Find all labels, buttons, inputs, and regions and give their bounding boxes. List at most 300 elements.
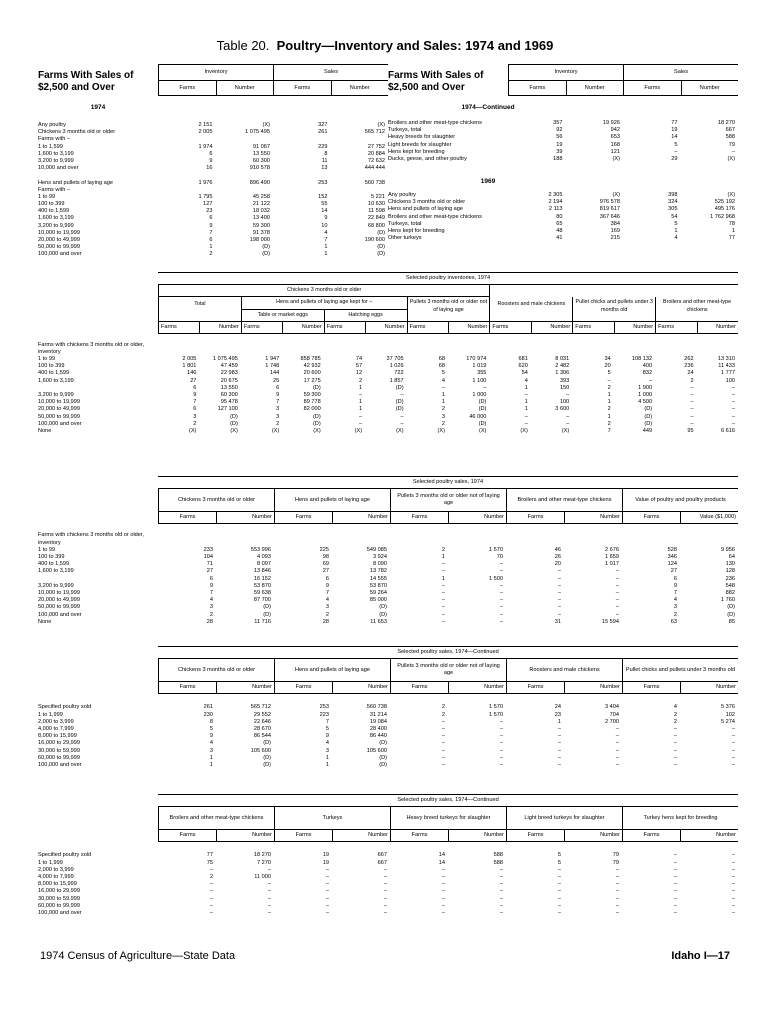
cell-value: 4	[324, 229, 328, 236]
cell-value	[216, 187, 274, 194]
cell-value: 6	[209, 150, 213, 157]
cell-value: 14	[438, 852, 445, 859]
cell-value: (D)	[379, 740, 387, 747]
cell-value: –	[607, 377, 611, 384]
cell-value: 495 176	[714, 206, 735, 213]
table-row	[38, 201, 388, 208]
cell-value: 41	[556, 235, 563, 242]
cell-value: 449	[642, 427, 653, 434]
cell-value: –	[731, 852, 735, 859]
column-header: Turkeys	[274, 807, 390, 829]
cell-value: (D)	[379, 754, 387, 761]
row-label: 1 to 1,999	[38, 859, 63, 866]
cell-value: 819 617	[599, 206, 620, 213]
table-row	[38, 910, 738, 917]
cell-value: 8 031	[555, 356, 570, 363]
cell-value: 400	[642, 363, 653, 370]
row-label: 50,000 to 99,999	[38, 604, 80, 611]
row-label	[38, 576, 158, 583]
cell-value: 253	[318, 179, 328, 186]
cell-value: 1 570	[489, 711, 503, 718]
cell-value: (X)	[520, 427, 528, 434]
row-label: 3,200 to 9,999	[38, 157, 74, 164]
cell-value: 6	[209, 237, 213, 243]
cell-value: (X)	[612, 192, 620, 198]
cell-value: –	[615, 575, 619, 582]
cell-value: –	[499, 909, 503, 916]
cell-value: –	[557, 754, 561, 761]
cell-value: 5	[441, 370, 445, 377]
cell-value: 13 310	[717, 356, 735, 363]
hdr-broilers: Broilers and other meat-type chickens	[655, 297, 738, 320]
inventory-stub-head: Farms with chickens 3 months old or older, inventory	[38, 342, 145, 356]
cell-value: –	[499, 725, 503, 732]
cell-value: –	[499, 754, 503, 761]
cell-value: –	[557, 895, 561, 902]
cell-value: 13 550	[252, 150, 270, 157]
column-header: Heavy breed turkeys for slaughter	[390, 807, 506, 829]
cell-value: 9	[325, 582, 329, 589]
cell-value: 2	[209, 611, 213, 618]
cell-value: 27 752	[367, 143, 385, 150]
table-row	[38, 158, 388, 165]
cell-value: 588	[493, 852, 503, 859]
cell-value: –	[499, 618, 503, 625]
row-label: 1,600 to 3,199	[38, 150, 74, 157]
cell-value: –	[441, 568, 445, 575]
cell-value: 1 000	[638, 391, 653, 398]
cell-value: –	[499, 604, 503, 611]
cell-value: 7	[324, 237, 328, 243]
cell-value: –	[325, 895, 329, 902]
cell-value: –	[557, 909, 561, 916]
cell-value: 3	[193, 413, 197, 420]
cell-value: 105 600	[366, 747, 387, 754]
cell-value: –	[499, 718, 503, 725]
cell-value: –	[566, 391, 570, 398]
table-row	[38, 251, 388, 258]
cell-value: 346	[667, 554, 677, 560]
cell-value: (X)	[313, 427, 321, 434]
cell-value: 5	[607, 370, 611, 377]
sales3-caption: Selected poultry sales, 1974—Continued	[158, 794, 738, 806]
cell-value: –	[615, 888, 619, 895]
row-label: Broilers and other meat-type chickens	[388, 213, 482, 220]
cell-value: 5 376	[721, 704, 735, 711]
cell-value: –	[441, 604, 445, 611]
cell-value: 384	[610, 220, 620, 227]
table-row	[388, 214, 738, 221]
cell-value: 8	[209, 718, 213, 725]
table-row	[38, 165, 388, 172]
table-row	[38, 363, 738, 370]
cell-value: 108 132	[631, 356, 653, 363]
hdr-farms: Farms	[158, 81, 216, 95]
cell-value: 150	[559, 384, 570, 391]
cell-value: 588	[493, 859, 503, 866]
cell-value: 2	[209, 251, 213, 258]
cell-value	[331, 172, 389, 179]
farms-heading-line1: Farms With Sales of	[388, 70, 484, 81]
inventory-rows	[38, 356, 738, 435]
cell-value: –	[557, 902, 561, 909]
cell-value: –	[209, 881, 213, 888]
cell-value: 4	[524, 377, 528, 384]
cell-value: 253	[319, 704, 329, 711]
cell-value: 3	[209, 604, 213, 611]
hdr-farms: Farms	[508, 81, 566, 95]
cell-value: 9	[673, 582, 677, 589]
cell-value: 5 274	[721, 718, 735, 725]
cell-value: 3 924	[373, 554, 387, 560]
column-subheader: Number	[365, 322, 406, 333]
table-row	[38, 590, 738, 597]
cell-value: 1	[441, 391, 445, 398]
cell-value: (D)	[644, 406, 653, 413]
cell-value: 20	[554, 561, 561, 568]
row-label: 1 to 99	[38, 546, 56, 553]
table-row	[38, 223, 388, 230]
cell-value: 976 578	[599, 199, 620, 206]
cell-value: –	[209, 866, 213, 873]
column-subheader: Number	[564, 830, 622, 841]
table-row	[38, 903, 738, 910]
cell-value: (X)	[727, 192, 735, 198]
cell-value	[331, 187, 389, 194]
cell-value: 2 113	[548, 206, 563, 213]
cell-value: (X)	[727, 155, 735, 162]
cell-value: (D)	[377, 229, 385, 236]
cell-value: –	[267, 902, 271, 909]
cell-value: –	[557, 589, 561, 596]
cell-value: 3	[325, 747, 329, 754]
row-label: 1 to 1,999	[38, 711, 63, 718]
cell-value: (D)	[379, 761, 387, 768]
cell-value: 1 100	[472, 377, 487, 384]
cell-value: –	[267, 888, 271, 895]
table-row	[38, 385, 738, 392]
cell-value: 9	[324, 215, 328, 222]
column-subheader: Farms	[241, 322, 282, 333]
cell-value: 21 122	[252, 201, 270, 208]
cell-value: (D)	[230, 420, 238, 427]
sales3-subheader	[158, 830, 738, 842]
table-row	[38, 356, 738, 363]
cell-value: 3 600	[555, 406, 570, 413]
cell-value: 858 785	[300, 356, 321, 363]
cell-value: 121	[610, 148, 620, 155]
column-subheader: Number	[614, 322, 655, 333]
cell-value: –	[325, 902, 329, 909]
cell-value: 27	[670, 568, 677, 575]
column-header: Broilers and other meat-type chickens	[506, 489, 622, 511]
cell-value: –	[441, 747, 445, 754]
cell-value: –	[673, 761, 677, 768]
cell-value: 169	[610, 227, 620, 234]
column-subheader: Farms	[158, 830, 216, 841]
row-label: Hens kept for breeding	[388, 148, 445, 155]
cell-value: –	[499, 866, 503, 873]
cell-value: 327	[318, 122, 328, 128]
cell-value: –	[673, 902, 677, 909]
cell-value: (D)	[478, 399, 487, 406]
cell-value: 3	[276, 406, 280, 413]
hdr-hens-kept-for: Hens and pullets of laying age kept for –	[241, 297, 407, 309]
cell-value: 1 748	[265, 363, 280, 370]
column-subheader: Number	[448, 512, 506, 523]
cell-value: 9	[276, 391, 280, 398]
cell-value: –	[731, 384, 735, 391]
cell-value: –	[557, 866, 561, 873]
cell-value: 393	[559, 377, 570, 384]
cell-value: –	[441, 888, 445, 895]
column-subheader: Number	[282, 322, 323, 333]
row-label: 4,000 to 7,999	[38, 725, 74, 732]
row-label: 100 to 399	[38, 201, 65, 208]
cell-value: –	[441, 384, 445, 391]
table-row	[38, 378, 738, 385]
cell-value: (D)	[379, 611, 387, 618]
row-label: 2,000 to 3,999	[38, 866, 74, 873]
inventory-caption: Selected poultry inventories, 1974	[158, 272, 738, 284]
hdr-pullets-3mo: Pullets 3 months old or older not of laying age	[407, 297, 490, 320]
cell-value: 188	[553, 155, 563, 162]
cell-value: 2	[673, 718, 677, 725]
cell-value: (D)	[377, 244, 385, 251]
cell-value: 528	[667, 546, 677, 553]
cell-value: (D)	[478, 406, 487, 413]
cell-value: –	[731, 754, 735, 761]
cell-value: –	[400, 413, 404, 420]
row-label: Hens kept for breeding	[388, 227, 445, 234]
cell-value: (X)	[354, 427, 363, 434]
cell-value: –	[673, 740, 677, 747]
cell-value: 7	[607, 427, 611, 434]
sales2-subheader	[158, 682, 738, 694]
cell-value: –	[615, 895, 619, 902]
column-subheader: Value ($1,000)	[680, 512, 738, 523]
row-label: 50,000 to 99,999	[38, 244, 80, 251]
farms-heading-line2: $2,500 and Over	[388, 82, 465, 93]
cell-value: 2	[276, 420, 280, 427]
cell-value: 1 974	[198, 143, 213, 150]
cell-value: 124	[667, 561, 677, 568]
cell-value: –	[557, 733, 561, 740]
cell-value: 59 300	[252, 222, 270, 229]
table-row	[38, 726, 738, 733]
row-label: 100,000 and over	[38, 909, 82, 916]
cell-value: 22 849	[367, 215, 385, 222]
cell-value: –	[566, 420, 570, 427]
column-header: Light breed turkeys for slaughter	[506, 807, 622, 829]
sales1-header	[158, 488, 738, 512]
cell-value: –	[731, 761, 735, 768]
cell-value: 47 459	[220, 363, 238, 370]
cell-value: 223	[319, 711, 329, 718]
cell-value: 98	[322, 554, 329, 560]
cell-value: 23	[554, 711, 561, 718]
cell-value: 2	[441, 420, 445, 427]
cell-value: 85 000	[369, 597, 387, 604]
cell-value: –	[441, 881, 445, 888]
row-label: 100 to 399	[38, 554, 65, 560]
cell-value: 28	[206, 618, 213, 625]
sales3-rows	[38, 852, 738, 917]
table-row	[38, 719, 738, 726]
cell-value: 19	[322, 852, 329, 859]
cell-value: –	[690, 406, 694, 413]
row-label: Any poultry	[388, 192, 416, 198]
cell-value: 1	[325, 761, 329, 768]
cell-value	[216, 136, 274, 143]
cell-value: (D)	[312, 420, 321, 427]
column-header: Hens and pullets of laying age	[274, 659, 390, 681]
cell-value: –	[499, 761, 503, 768]
cell-value: 2 700	[605, 718, 619, 725]
row-label: 8,000 to 15,999	[38, 881, 77, 888]
cell-value: 6	[209, 215, 213, 222]
cell-value: 27	[190, 377, 197, 384]
cell-value: –	[209, 909, 213, 916]
cell-value: (X)	[271, 427, 280, 434]
cell-value: 59 300	[303, 391, 321, 398]
table-row	[38, 576, 738, 583]
cell-value: 7	[209, 589, 213, 596]
cell-value: –	[383, 895, 387, 902]
column-header: Turkey hens kept for breeding	[622, 807, 738, 829]
row-label: Specified poultry sold	[38, 852, 92, 859]
cell-value: 548	[725, 582, 735, 589]
table-row	[38, 421, 738, 428]
cell-value: –	[615, 611, 619, 618]
hdr-number: Number	[681, 81, 739, 95]
cell-value: 1	[607, 413, 611, 420]
cell-value: 9	[209, 157, 213, 164]
cell-value: 704	[609, 711, 619, 718]
cell-value: 146	[187, 370, 197, 377]
top-right-rows-1969	[388, 192, 738, 242]
table-row	[38, 208, 388, 215]
cell-value: 55	[321, 201, 328, 208]
section-1974: 1974	[90, 104, 106, 111]
cell-value: 1	[441, 554, 445, 560]
cell-value: –	[690, 420, 694, 427]
column-subheader: Farms	[158, 682, 216, 693]
table-title: Poultry—Inventory and Sales: 1974 and 1969	[276, 38, 554, 53]
column-subheader: Farms	[655, 322, 696, 333]
cell-value: 24	[554, 704, 561, 711]
row-label: 100 to 399	[38, 363, 65, 370]
cell-value: 1	[731, 227, 735, 234]
sales1-caption: Selected poultry sales, 1974	[158, 476, 738, 488]
cell-value: –	[673, 725, 677, 732]
cell-value: 565 712	[250, 704, 271, 711]
cell-value: 7	[325, 718, 329, 725]
column-subheader: Farms	[572, 322, 613, 333]
cell-value: –	[557, 568, 561, 575]
row-label: 3,200 to 9,999	[38, 222, 74, 229]
column-subheader: Number	[199, 322, 240, 333]
column-subheader: Farms	[622, 830, 680, 841]
row-label: Farms with –	[38, 186, 71, 193]
cell-value: 77	[671, 120, 678, 126]
cell-value: –	[383, 881, 387, 888]
cell-value: 100	[559, 399, 570, 406]
cell-value: 69	[322, 561, 329, 568]
column-header: Chickens 3 months old or older	[158, 659, 274, 681]
sales2-section	[38, 646, 738, 769]
cell-value: 27	[206, 568, 213, 575]
cell-value: 4	[209, 740, 213, 747]
column-header: Hens and pullets of laying age	[274, 489, 390, 511]
cell-value: 105 600	[250, 747, 271, 754]
cell-value: 2	[441, 406, 445, 413]
column-subheader: Farms	[489, 322, 530, 333]
cell-value: 42 932	[303, 363, 321, 370]
cell-value: –	[731, 406, 735, 413]
cell-value: 8 090	[373, 561, 387, 568]
cell-value: 1	[441, 399, 445, 406]
cell-value: –	[673, 733, 677, 740]
cell-value: 72 632	[367, 157, 385, 164]
cell-value: 56	[556, 134, 563, 141]
table-row	[38, 230, 388, 237]
cell-value: 2 151	[198, 122, 213, 128]
cell-value: 7	[673, 589, 677, 596]
cell-value: 1	[524, 384, 528, 391]
cell-value: –	[400, 391, 404, 398]
cell-value: –	[673, 909, 677, 916]
cell-value: 14	[321, 208, 328, 215]
table-row	[38, 554, 738, 561]
column-subheader: Farms	[390, 512, 448, 523]
cell-value: –	[557, 881, 561, 888]
row-label: 20,000 to 49,999	[38, 406, 80, 413]
cell-value: 1	[324, 251, 328, 258]
row-label: 100,000 and over	[38, 761, 82, 768]
row-label: Specified poultry sold	[38, 704, 92, 711]
table-row	[38, 406, 738, 413]
table-row	[38, 151, 388, 158]
cell-value: 620	[518, 363, 528, 370]
cell-value: 553 996	[250, 546, 271, 553]
table-row	[388, 192, 738, 199]
cell-value: –	[615, 881, 619, 888]
table-row	[38, 704, 738, 711]
column-subheader: Farms	[274, 682, 332, 693]
inventory-section	[38, 272, 738, 472]
hdr-farms: Farms	[623, 81, 681, 95]
cell-value: –	[441, 761, 445, 768]
cell-value: 6	[209, 575, 213, 582]
column-subheader: Number	[332, 830, 390, 841]
cell-value: –	[499, 568, 503, 575]
top-left-panel	[38, 64, 738, 269]
column-subheader: Farms	[506, 512, 564, 523]
cell-value: –	[499, 902, 503, 909]
cell-value: (X)	[377, 122, 385, 128]
cell-value: 261	[318, 129, 328, 136]
hdr-inventory: Inventory	[508, 65, 623, 80]
cell-value: –	[325, 866, 329, 873]
cell-value: 2	[607, 420, 611, 427]
column-subheader: Number	[216, 512, 274, 523]
cell-value: –	[615, 604, 619, 611]
cell-value: (X)	[230, 427, 238, 434]
table-row	[38, 712, 738, 719]
cell-value: (D)	[395, 384, 404, 391]
hdr-sales: Sales	[273, 65, 388, 80]
